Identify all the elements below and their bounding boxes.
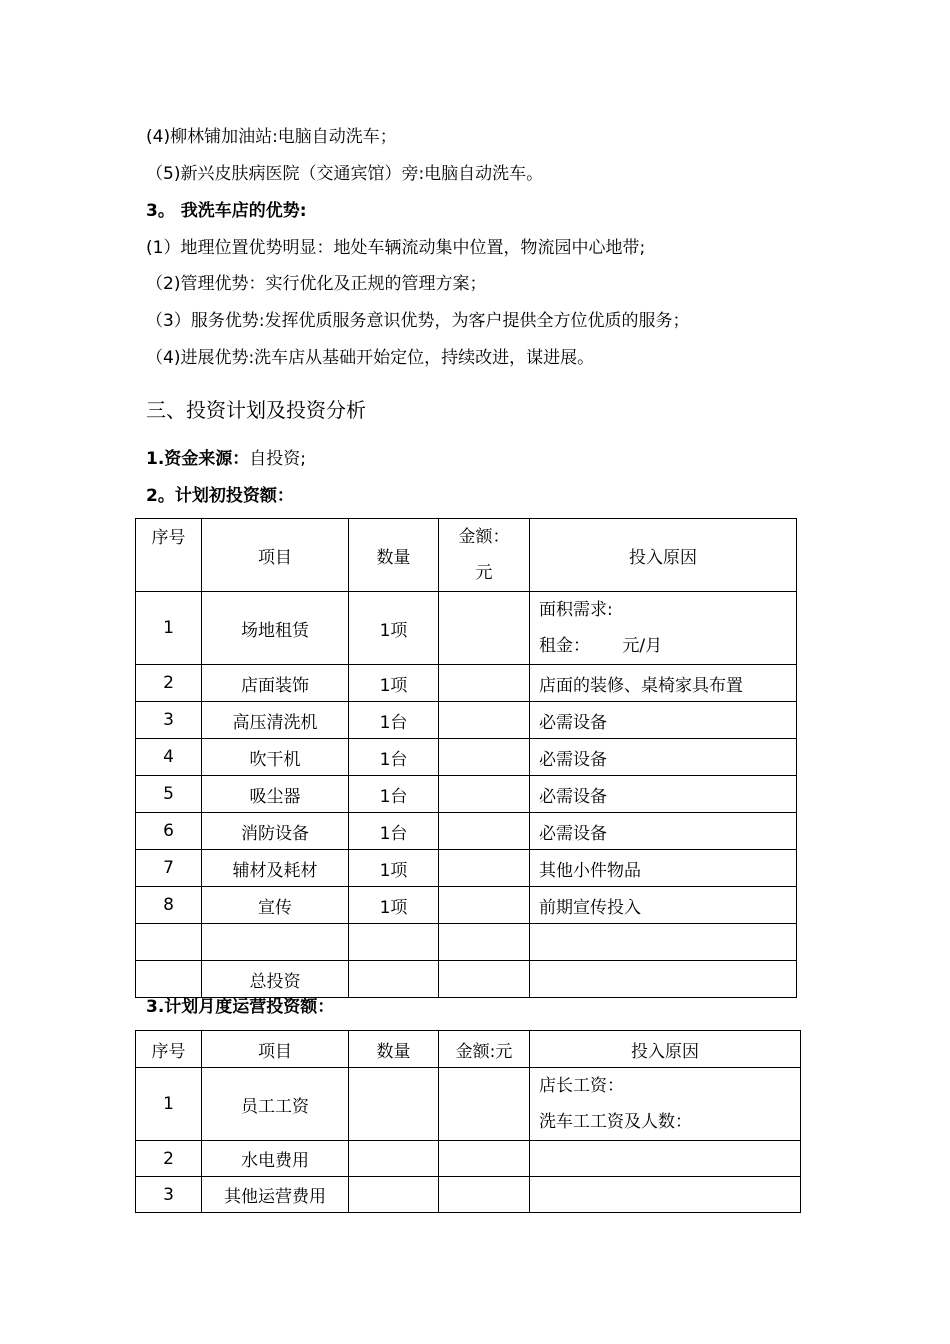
table-row	[136, 813, 797, 850]
row-reason	[530, 1068, 801, 1141]
row-amount	[439, 1141, 530, 1177]
row-amount	[439, 1177, 530, 1213]
section-title: 三、投资计划及投资分析	[146, 398, 366, 422]
header-no: 序号	[136, 519, 202, 592]
total-amount	[439, 961, 530, 998]
empty-cell	[439, 924, 530, 961]
row-amount	[439, 739, 530, 776]
table-header-row	[136, 1031, 801, 1068]
header-amount-line2: 元	[475, 563, 493, 583]
header-qty: 数量	[349, 1031, 439, 1068]
row-no: 7	[136, 850, 202, 887]
row-qty: 1台	[349, 776, 439, 813]
table-row	[136, 850, 797, 887]
row-no: 5	[136, 776, 202, 813]
row-item: 场地租赁	[202, 592, 349, 665]
row-reason: 其他小件物品	[530, 850, 797, 887]
row-item: 辅材及耗材	[202, 850, 349, 887]
table-row-empty	[136, 924, 797, 961]
row-amount	[439, 850, 530, 887]
row-amount	[439, 1068, 530, 1141]
table-row	[136, 1141, 801, 1177]
row-qty	[349, 1177, 439, 1213]
header-amount: 金额:元	[439, 1031, 530, 1068]
funding-value: 自投资;	[249, 449, 307, 469]
row-qty: 1台	[349, 739, 439, 776]
table-row	[136, 702, 797, 739]
table-header-row	[136, 519, 797, 592]
header-reason: 投入原因	[530, 519, 797, 592]
header-qty: 数量	[349, 519, 439, 592]
empty-cell	[530, 924, 797, 961]
empty-cell	[349, 961, 439, 998]
advantage-location: (1）地理位置优势明显：地处车辆流动集中位置，物流园中心地带;	[146, 238, 646, 258]
empty-cell	[349, 924, 439, 961]
row-no: 1	[136, 1068, 202, 1141]
table-row	[136, 592, 797, 665]
row-qty: 1项	[349, 665, 439, 702]
empty-cell	[202, 924, 349, 961]
reason-manager-wage: 店长工资：	[539, 1076, 624, 1096]
row-item: 宣传	[202, 887, 349, 924]
header-item: 项目	[202, 1031, 349, 1068]
row-amount	[439, 592, 530, 665]
monthly-investment-table	[135, 1030, 801, 1213]
initial-investment-title: 2。计划初投资额：	[146, 486, 294, 506]
row-item: 店面装饰	[202, 665, 349, 702]
row-qty: 1台	[349, 702, 439, 739]
row-reason	[530, 1177, 801, 1213]
row-item: 员工工资	[202, 1068, 349, 1141]
reason-rent: 租金： 元/月	[539, 636, 663, 656]
row-qty: 1项	[349, 592, 439, 665]
table-row	[136, 776, 797, 813]
row-reason: 必需设备	[530, 739, 797, 776]
row-amount	[439, 702, 530, 739]
row-qty: 1项	[349, 887, 439, 924]
table-row	[136, 887, 797, 924]
advantage-service: （3）服务优势:发挥优质服务意识优势，为客户提供全方位优质的服务；	[146, 311, 690, 331]
row-no: 6	[136, 813, 202, 850]
row-no: 4	[136, 739, 202, 776]
row-no: 1	[136, 592, 202, 665]
row-reason: 必需设备	[530, 776, 797, 813]
header-item: 项目	[202, 519, 349, 592]
row-no: 3	[136, 1177, 202, 1213]
table-row-total	[136, 961, 797, 998]
empty-cell	[136, 961, 202, 998]
table-row	[136, 1068, 801, 1141]
funding-label: 1.资金来源：	[146, 449, 250, 469]
row-item: 吹干机	[202, 739, 349, 776]
row-item: 吸尘器	[202, 776, 349, 813]
row-reason	[530, 592, 797, 665]
advantage-progress: （4)进展优势:洗车店从基础开始定位，持续改进，谋进展。	[146, 348, 595, 368]
paragraph-hospital-5: （5)新兴皮肤病医院（交通宾馆）旁:电脑自动洗车。	[146, 164, 544, 184]
row-amount	[439, 665, 530, 702]
header-reason: 投入原因	[530, 1031, 801, 1068]
header-no: 序号	[136, 1031, 202, 1068]
reason-washer-wage: 洗车工工资及人数：	[539, 1112, 692, 1132]
funding-source	[146, 447, 306, 471]
row-item: 其他运营费用	[202, 1177, 349, 1213]
row-item: 消防设备	[202, 813, 349, 850]
row-reason: 前期宣传投入	[530, 887, 797, 924]
header-amount-line1: 金额：	[458, 527, 510, 547]
reason-area-need: 面积需求:	[539, 600, 613, 620]
header-amount	[439, 519, 530, 592]
row-reason: 必需设备	[530, 702, 797, 739]
row-qty	[349, 1068, 439, 1141]
initial-investment-table	[135, 518, 797, 998]
row-qty: 1项	[349, 850, 439, 887]
empty-cell	[136, 924, 202, 961]
table-row	[136, 665, 797, 702]
row-no: 8	[136, 887, 202, 924]
row-amount	[439, 776, 530, 813]
row-reason: 必需设备	[530, 813, 797, 850]
total-label: 总投资	[202, 961, 349, 998]
row-no: 2	[136, 1141, 202, 1177]
row-item: 水电费用	[202, 1141, 349, 1177]
table-row	[136, 739, 797, 776]
paragraph-station-4: (4)柳林铺加油站:电脑自动洗车；	[146, 127, 397, 147]
row-amount	[439, 887, 530, 924]
advantage-management: （2)管理优势：实行优化及正规的管理方案；	[146, 274, 487, 294]
table-row	[136, 1177, 801, 1213]
row-reason	[530, 1141, 801, 1177]
row-no: 3	[136, 702, 202, 739]
row-qty: 1台	[349, 813, 439, 850]
row-qty	[349, 1141, 439, 1177]
empty-cell	[530, 961, 797, 998]
advantages-heading: 3。 我洗车店的优势:	[146, 201, 307, 221]
row-amount	[439, 813, 530, 850]
row-no: 2	[136, 665, 202, 702]
row-item: 高压清洗机	[202, 702, 349, 739]
monthly-investment-title: 3.计划月度运营投资额：	[146, 997, 335, 1017]
row-reason: 店面的装修、桌椅家具布置	[530, 665, 797, 702]
